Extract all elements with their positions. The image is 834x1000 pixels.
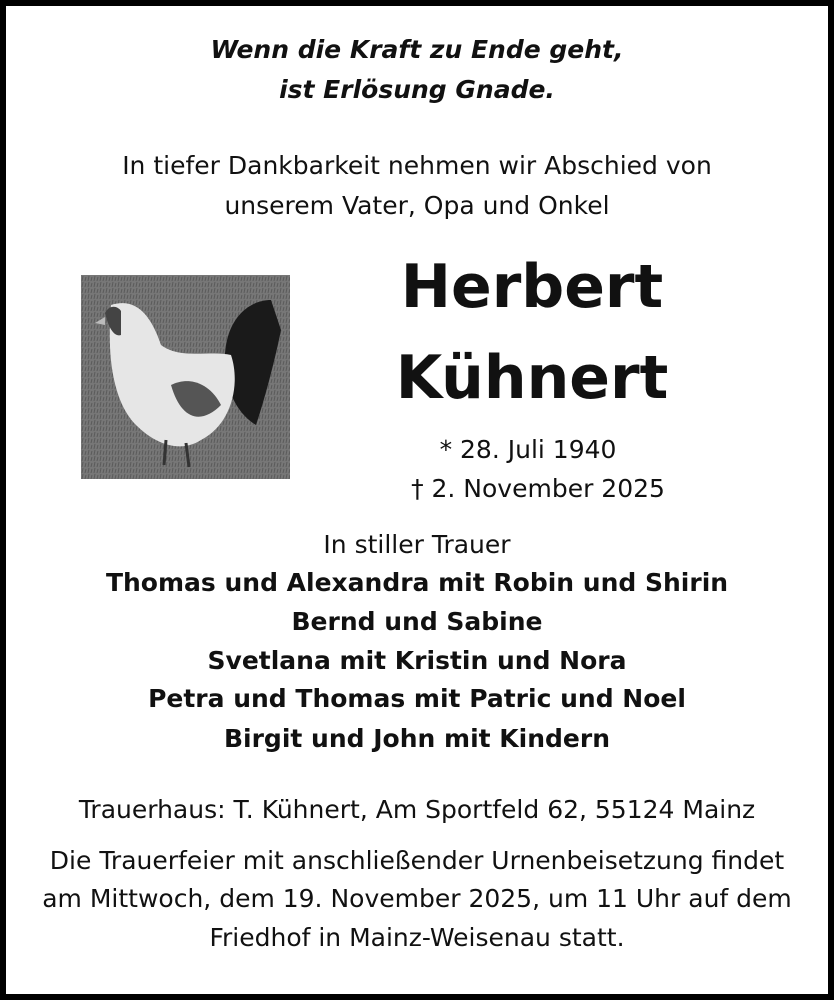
deceased-last-name: Kühnert	[395, 343, 669, 413]
intro-line-2: unserem Vater, Opa und Onkel	[224, 191, 610, 220]
mourner-line: Petra und Thomas mit Patric und Noel	[148, 684, 686, 713]
mourner-line: Thomas und Alexandra mit Robin und Shirin	[105, 568, 729, 597]
motto-line-1: Wenn die Kraft zu Ende geht,	[210, 35, 624, 64]
deceased-first-name: Herbert	[400, 252, 664, 322]
mourning-label: In stiller Trauer	[323, 530, 511, 559]
mourner-line: Birgit und John mit Kindern	[223, 724, 611, 753]
ceremony-line-1: Die Trauerfeier mit anschließender Urnenbeisetzung findet	[49, 846, 785, 875]
mourning-house-address: Trauerhaus: T. Kühnert, Am Sportfeld 62, 55124 Mainz	[78, 795, 756, 824]
ceremony-line-3: Friedhof in Mainz-Weisenau statt.	[209, 923, 625, 952]
intro-line-1: In tiefer Dankbarkeit nehmen wir Abschied von	[122, 151, 712, 180]
motto-line-2: ist Erlösung Gnade.	[279, 75, 555, 104]
mourner-line: Svetlana mit Kristin und Nora	[207, 646, 627, 675]
ceremony-line-2: am Mittwoch, dem 19. November 2025, um 11 Uhr auf dem	[42, 884, 792, 913]
mourner-line: Bernd und Sabine	[291, 607, 543, 636]
birth-date: * 28. Juli 1940	[439, 435, 617, 464]
death-date: † 2. November 2025	[411, 474, 665, 503]
